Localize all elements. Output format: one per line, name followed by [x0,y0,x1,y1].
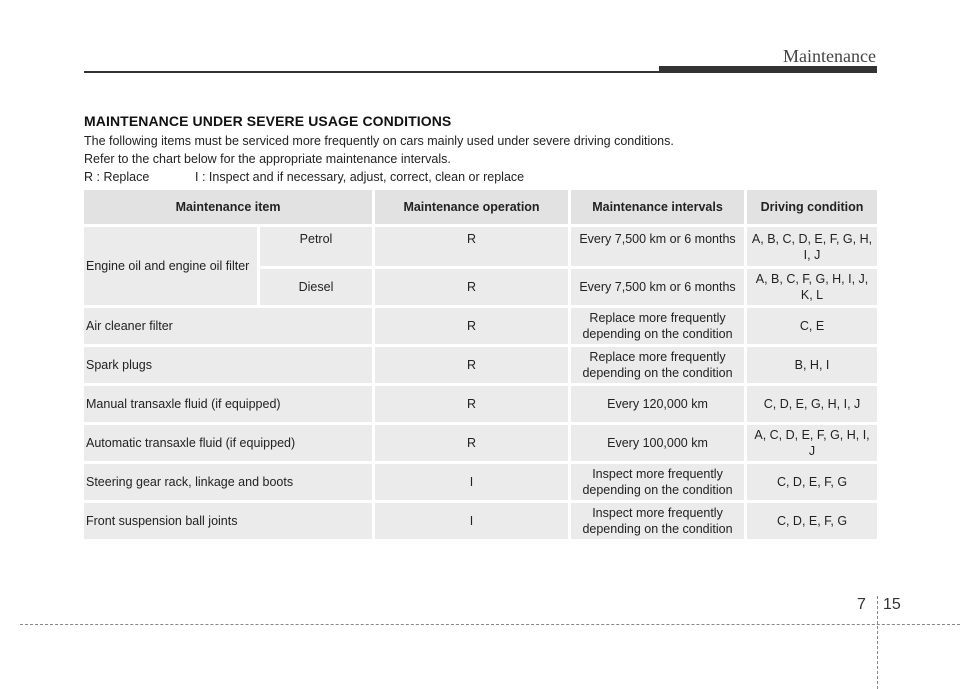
operation-cell: I [375,464,571,503]
table-row [84,227,877,269]
operation-cell: R [375,425,571,464]
condition-cell: A, B, C, F, G, H, I, J, K, L [747,269,877,308]
footer-page-divider [877,596,878,689]
item-cell: Automatic transaxle fluid (if equipped) [84,425,375,464]
fuel-type-diesel: Diesel [260,269,375,308]
condition-cell: A, C, D, E, F, G, H, I, J [747,425,877,464]
header-driving-condition: Driving condition [747,190,877,227]
item-cell: Air cleaner filter [84,308,375,347]
header-maintenance-intervals: Maintenance intervals [571,190,747,227]
item-cell: Manual transaxle fluid (if equipped) [84,386,375,425]
engine-oil-item: Engine oil and engine oil filter [84,227,260,308]
legend-inspect: I : Inspect and if necessary, adjust, correct, clean or replace [195,170,525,184]
page-number: 15 [883,596,901,613]
table-row [84,347,877,386]
condition-cell: B, H, I [747,347,877,386]
operation-cell: R [375,386,571,425]
interval-cell: Every 120,000 km [571,386,747,425]
section-title: Maintenance [783,46,876,66]
interval-cell: Every 100,000 km [571,425,747,464]
fuel-type-petrol: Petrol [260,227,375,269]
interval-cell: Replace more frequently depending on the condition [571,308,747,347]
header-maintenance-item: Maintenance item [84,190,375,227]
condition-cell: C, E [747,308,877,347]
operation-cell: R [375,269,571,308]
table-header-row [84,190,877,227]
operation-cell: R [375,347,571,386]
interval-cell: Inspect more frequently depending on the condition [571,503,747,539]
operation-cell: R [375,308,571,347]
header-rule-thick [659,66,877,73]
operation-cell: I [375,503,571,539]
table-row [84,308,877,347]
condition-cell: A, B, C, D, E, F, G, H, I, J [747,227,877,269]
item-cell: Spark plugs [84,347,375,386]
item-cell: Front suspension ball joints [84,503,375,539]
table-row [84,464,877,503]
condition-cell: C, D, E, G, H, I, J [747,386,877,425]
page-heading: MAINTENANCE UNDER SEVERE USAGE CONDITIONS [84,113,452,129]
operation-cell: R [375,227,571,269]
header-rule [84,71,659,73]
interval-cell: Inspect more frequently depending on the condition [571,464,747,503]
condition-cell: C, D, E, F, G [747,464,877,503]
condition-cell: C, D, E, F, G [747,503,877,539]
interval-cell: Every 7,500 km or 6 months [571,269,747,308]
table-row [84,503,877,539]
maintenance-table [84,190,877,539]
interval-cell: Every 7,500 km or 6 months [571,227,747,269]
item-cell: Steering gear rack, linkage and boots [84,464,375,503]
table-row [84,386,877,425]
legend-replace: R : Replace [84,170,150,184]
header-maintenance-operation: Maintenance operation [375,190,571,227]
chapter-number: 7 [857,596,866,613]
instruction-paragraph: Refer to the chart below for the appropriate maintenance intervals. [84,152,451,166]
footer-divider [20,624,960,625]
intro-paragraph: The following items must be serviced more frequently on cars mainly used under severe driving conditions. [84,134,674,148]
interval-cell: Replace more frequently depending on the condition [571,347,747,386]
table-row [84,425,877,464]
